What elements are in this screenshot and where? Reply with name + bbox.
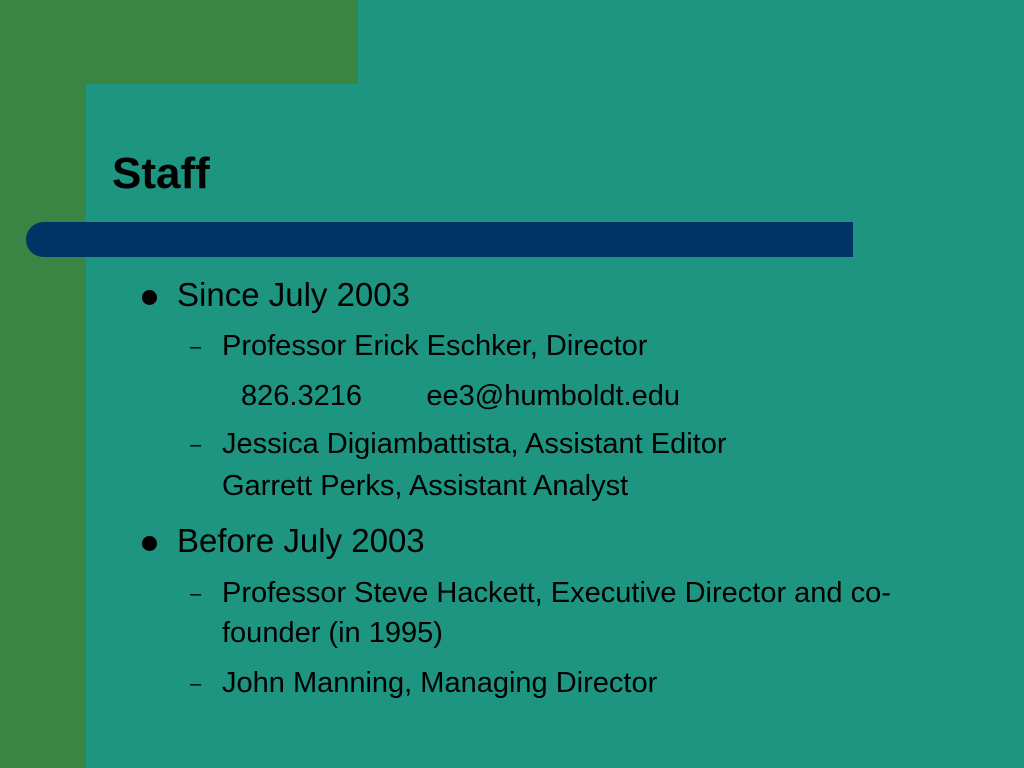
bullet-icon — [142, 290, 157, 305]
list-item-line: Professor Erick Eschker, Director — [222, 330, 648, 362]
list-item-line: Jessica Digiambattista, Assistant Editor — [222, 428, 727, 460]
section-heading: Since July 2003 — [177, 276, 410, 313]
section-heading: Before July 2003 — [177, 522, 425, 559]
dash-icon: – — [190, 583, 202, 605]
slide-title: Staff — [112, 149, 210, 198]
bullet-icon — [142, 536, 157, 551]
dash-icon: – — [190, 673, 202, 695]
dash-icon: – — [190, 336, 202, 358]
list-item-line: Professor Steve Hackett, Executive Director and co- — [222, 577, 891, 609]
list-item-line: John Manning, Managing Director — [222, 667, 658, 699]
list-item-line: 826.3216 ee3@humboldt.edu — [241, 380, 680, 412]
dash-icon: – — [190, 434, 202, 456]
list-item-line: Garrett Perks, Assistant Analyst — [222, 470, 629, 502]
list-item-line: founder (in 1995) — [222, 617, 443, 649]
